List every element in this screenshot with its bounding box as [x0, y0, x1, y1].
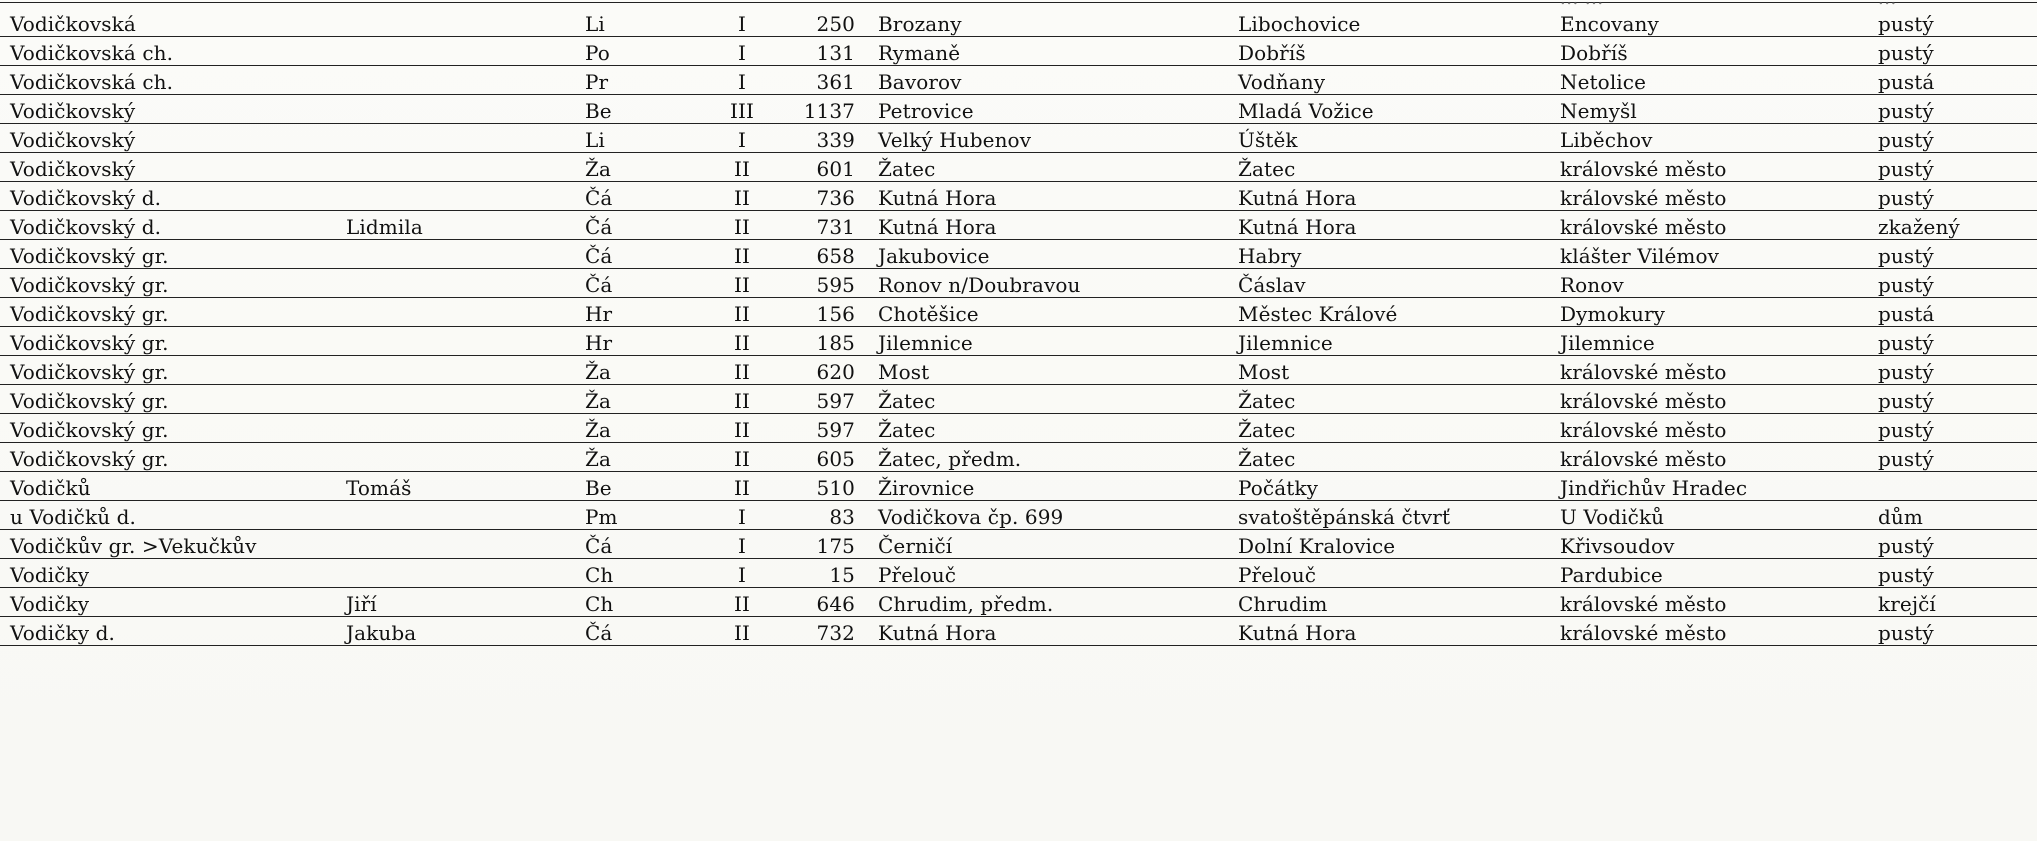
cell-number: 601 — [816, 157, 855, 181]
row-rule — [0, 645, 2037, 646]
cell-owner: královské město — [1560, 621, 1727, 645]
cell-name: Vodičkovský d. — [10, 186, 162, 210]
cell-place: Kutná Hora — [878, 621, 997, 645]
cell-owner: královské město — [1560, 592, 1727, 616]
cell-roman-number: I — [737, 70, 746, 94]
cell-given-name — [346, 418, 566, 444]
cell-roman-number: II — [733, 360, 750, 384]
cell-given-name — [346, 41, 566, 67]
cell-number: 595 — [816, 273, 855, 297]
cell-roman-number: II — [733, 302, 750, 326]
cell-number: 620 — [816, 360, 855, 384]
cell-given-name — [346, 157, 566, 183]
cell-number: 658 — [816, 244, 855, 268]
cell-roman-number: I — [737, 563, 746, 587]
table-row — [0, 153, 2037, 182]
cell-roman-number: II — [733, 186, 750, 210]
cell-owner: královské město — [1560, 186, 1727, 210]
table-row — [0, 617, 2037, 646]
table-row — [0, 66, 2037, 95]
cell-name: Vodičkovský gr. — [10, 389, 169, 413]
table-row — [0, 298, 2037, 327]
cell-given-name — [346, 244, 566, 270]
cell-district: svatoštěpánská čtvrť — [1238, 505, 1451, 529]
cell-region: Be — [585, 476, 612, 500]
cell-owner: královské město — [1560, 360, 1727, 384]
cell-place: Žirovnice — [878, 476, 975, 500]
table-row — [0, 182, 2037, 211]
cell-roman-number: II — [733, 331, 750, 355]
cell-name: Vodičkovský gr. — [10, 302, 169, 326]
cell-given-name — [346, 99, 566, 125]
cell-number: 597 — [816, 418, 855, 442]
cell-name: Vodičkovský gr. — [10, 418, 169, 442]
cell-status: pustý — [1878, 99, 1934, 123]
cell-given-name: Jiří — [346, 592, 377, 616]
cell-owner: Netolice — [1560, 70, 1647, 94]
cell-region: Ch — [585, 592, 614, 616]
cell-place: Přelouč — [878, 563, 957, 587]
cell-status: pustý — [1878, 389, 1934, 413]
cell-name: Vodičkův gr. >Vekučkův — [10, 534, 257, 558]
cell-region: Pr — [585, 70, 609, 94]
cell-name: Vodičkovská — [10, 12, 136, 36]
cell-name: u Vodičků d. — [10, 505, 137, 529]
cell-number: 250 — [816, 12, 855, 36]
cell-region: Ch — [585, 563, 614, 587]
cell-owner: Jilemnice — [1560, 331, 1655, 355]
table-row — [0, 443, 2037, 472]
cell-roman-number: II — [733, 447, 750, 471]
cell-given-name: Lidmila — [346, 215, 423, 239]
cell-district: Kutná Hora — [1238, 186, 1357, 210]
cell-region: Hr — [585, 302, 613, 326]
cell-place: Chrudim, předm. — [878, 592, 1054, 616]
cell-roman-number: II — [733, 389, 750, 413]
cell-place: Ronov n/Doubravou — [878, 273, 1081, 297]
cell-status: pustý — [1878, 621, 1934, 645]
cell-owner: Encovany — [1560, 12, 1659, 36]
cell-name: Vodičkovský d. — [10, 215, 162, 239]
cell-district: Most — [1238, 360, 1290, 384]
cell-roman-number: I — [737, 505, 746, 529]
cell-given-name — [346, 186, 566, 212]
cell-given-name: Jakuba — [346, 621, 417, 645]
cell-region: Ža — [585, 447, 612, 471]
cell-given-name — [346, 534, 566, 560]
cell-region: Čá — [585, 273, 613, 297]
cell-owner: královské město — [1560, 447, 1727, 471]
table-row — [0, 385, 2037, 414]
cell-status: pustá — [1878, 302, 1935, 326]
cell-place: Jilemnice — [878, 331, 973, 355]
cell-status: pustá — [1878, 70, 1935, 94]
cell-number: 83 — [829, 505, 855, 529]
cell-roman-number: II — [733, 621, 750, 645]
table-row — [0, 559, 2037, 588]
cell-given-name — [346, 563, 566, 589]
cell-number: 1137 — [803, 99, 855, 123]
cell-roman-number: I — [737, 12, 746, 36]
cell-place: Černičí — [878, 534, 953, 558]
cell-status — [1878, 476, 2028, 502]
cell-place: Velký Hubenov — [878, 128, 1032, 152]
cell-given-name — [346, 331, 566, 357]
top-rule — [0, 2, 2037, 3]
table-row — [0, 240, 2037, 269]
cell-region: Ža — [585, 360, 612, 384]
cell-region: Čá — [585, 621, 613, 645]
cell-place: Žatec — [878, 389, 936, 413]
cell-district: Přelouč — [1238, 563, 1317, 587]
cell-number: 156 — [816, 302, 855, 326]
cell-roman-number: II — [733, 476, 750, 500]
cell-name: Vodičkovský gr. — [10, 273, 169, 297]
cell-status: pustý — [1878, 447, 1934, 471]
cell-place: Chotěšice — [878, 302, 979, 326]
cell-region: Ža — [585, 157, 612, 181]
cell-status: pustý — [1878, 186, 1934, 210]
cell-place: Bavorov — [878, 70, 962, 94]
cell-name: Vodičkovský gr. — [10, 447, 169, 471]
table-row — [0, 501, 2037, 530]
cell-region: Ža — [585, 418, 612, 442]
cell-owner: U Vodičků — [1560, 505, 1665, 529]
cell-region: Pm — [585, 505, 618, 529]
cell-name: Vodičkovský gr. — [10, 360, 169, 384]
cell-given-name — [346, 447, 566, 473]
cell-region: Li — [585, 128, 605, 152]
cell-owner: Křivsoudov — [1560, 534, 1675, 558]
cell-region: Ža — [585, 389, 612, 413]
cell-number: 605 — [816, 447, 855, 471]
cell-name: Vodičkovský — [10, 99, 136, 123]
cell-roman-number: II — [733, 157, 750, 181]
cell-district: Počátky — [1238, 476, 1318, 500]
cell-name: Vodičky d. — [10, 621, 115, 645]
cell-place: Most — [878, 360, 930, 384]
table-row — [0, 95, 2037, 124]
cell-status: pustý — [1878, 244, 1934, 268]
cell-name: Vodičkovský — [10, 128, 136, 152]
table-row — [0, 8, 2037, 37]
cell-roman-number: III — [729, 99, 754, 123]
cell-region: Be — [585, 99, 612, 123]
cell-status: pustý — [1878, 128, 1934, 152]
cell-name: Vodičkovský — [10, 157, 136, 181]
cell-district: Libochovice — [1238, 12, 1361, 36]
cell-name: Vodičkovský gr. — [10, 331, 169, 355]
cell-given-name — [346, 128, 566, 154]
cell-number: 510 — [816, 476, 855, 500]
cell-place: Rymaně — [878, 41, 961, 65]
cell-number: 646 — [816, 592, 855, 616]
cell-district: Městec Králové — [1238, 302, 1398, 326]
cell-number: 15 — [829, 563, 855, 587]
cell-owner: Jindřichův Hradec — [1560, 476, 1748, 500]
cell-given-name — [346, 302, 566, 328]
cell-roman-number: II — [733, 215, 750, 239]
cell-status: zkažený — [1878, 215, 1960, 239]
table-row — [0, 356, 2037, 385]
cell-region: Li — [585, 12, 605, 36]
cell-roman-number: II — [733, 418, 750, 442]
table-row — [0, 37, 2037, 66]
cell-region: Po — [585, 41, 610, 65]
cell-region: Hr — [585, 331, 613, 355]
cell-roman-number: I — [737, 41, 746, 65]
cell-owner: Dymokury — [1560, 302, 1665, 326]
cell-roman-number: I — [737, 534, 746, 558]
cell-place: Žatec — [878, 157, 936, 181]
cell-status: pustý — [1878, 157, 1934, 181]
cell-district: Dolní Kralovice — [1238, 534, 1396, 558]
cell-owner: Ronov — [1560, 273, 1624, 297]
table-row — [0, 530, 2037, 559]
cell-status: pustý — [1878, 12, 1934, 36]
cell-region: Čá — [585, 534, 613, 558]
cell-owner: královské město — [1560, 157, 1727, 181]
cell-place: Žatec, předm. — [878, 447, 1022, 471]
cell-district: Kutná Hora — [1238, 621, 1357, 645]
cell-district: Čáslav — [1238, 273, 1306, 297]
cell-status: pustý — [1878, 360, 1934, 384]
cell-status: pustý — [1878, 534, 1934, 558]
cell-owner: klášter Vilémov — [1560, 244, 1720, 268]
table-row — [0, 588, 2037, 617]
cell-district: Chrudim — [1238, 592, 1328, 616]
cell-given-name — [346, 273, 566, 299]
cell-owner: Liběchov — [1560, 128, 1653, 152]
cell-district: Vodňany — [1238, 70, 1326, 94]
cell-owner: Pardubice — [1560, 563, 1663, 587]
cell-name: Vodičkovský gr. — [10, 244, 169, 268]
table-row — [0, 124, 2037, 153]
cell-roman-number: II — [733, 273, 750, 297]
table-row — [0, 211, 2037, 240]
cell-district: Žatec — [1238, 447, 1296, 471]
cell-region: Čá — [585, 215, 613, 239]
cell-owner: královské město — [1560, 418, 1727, 442]
cell-status: pustý — [1878, 331, 1934, 355]
cell-place: Žatec — [878, 418, 936, 442]
table-row — [0, 414, 2037, 443]
cell-place: Kutná Hora — [878, 186, 997, 210]
cell-name: Vodičky — [10, 563, 90, 587]
cell-status: krejčí — [1878, 592, 1936, 616]
cell-status: pustý — [1878, 563, 1934, 587]
cell-roman-number: I — [737, 128, 746, 152]
cell-status: pustý — [1878, 418, 1934, 442]
cell-place: Kutná Hora — [878, 215, 997, 239]
cell-owner: Nemyšl — [1560, 99, 1637, 123]
cell-region: Čá — [585, 244, 613, 268]
cell-given-name: Tomáš — [346, 476, 412, 500]
cell-status: pustý — [1878, 41, 1934, 65]
cell-roman-number: II — [733, 244, 750, 268]
cell-place: Vodičkova čp. 699 — [878, 505, 1064, 529]
cell-number: 175 — [816, 534, 855, 558]
cell-number: 131 — [816, 41, 855, 65]
cell-district: Úštěk — [1238, 128, 1298, 152]
cell-district: Kutná Hora — [1238, 215, 1357, 239]
cell-district: Habry — [1238, 244, 1302, 268]
cell-name: Vodičkovská ch. — [10, 70, 174, 94]
cell-place: Brozany — [878, 12, 962, 36]
cell-status: dům — [1878, 505, 1923, 529]
cell-number: 339 — [816, 128, 855, 152]
cell-given-name — [346, 505, 566, 531]
cell-number: 736 — [816, 186, 855, 210]
cell-given-name — [346, 389, 566, 415]
cell-district: Žatec — [1238, 157, 1296, 181]
cell-place: Jakubovice — [878, 244, 990, 268]
cell-name: Vodičky — [10, 592, 90, 616]
cell-number: 732 — [816, 621, 855, 645]
cell-given-name — [346, 70, 566, 96]
cell-district: Mladá Vožice — [1238, 99, 1374, 123]
cell-status: pustý — [1878, 273, 1934, 297]
table-row — [0, 472, 2037, 501]
cell-district: Jilemnice — [1238, 331, 1333, 355]
cell-given-name — [346, 360, 566, 386]
cell-number: 361 — [816, 70, 855, 94]
cell-number: 731 — [816, 215, 855, 239]
cell-roman-number: II — [733, 592, 750, 616]
cell-name: Vodičkovská ch. — [10, 41, 174, 65]
cell-name: Vodičků — [10, 476, 91, 500]
cell-district: Žatec — [1238, 389, 1296, 413]
cell-number: 185 — [816, 331, 855, 355]
cell-given-name — [346, 12, 566, 38]
cell-owner: Dobříš — [1560, 41, 1628, 65]
cell-district: Žatec — [1238, 418, 1296, 442]
cell-district: Dobříš — [1238, 41, 1306, 65]
cell-owner: královské město — [1560, 215, 1727, 239]
cell-number: 597 — [816, 389, 855, 413]
cell-owner: královské město — [1560, 389, 1727, 413]
table-row — [0, 327, 2037, 356]
table-row — [0, 269, 2037, 298]
cell-region: Čá — [585, 186, 613, 210]
cell-place: Petrovice — [878, 99, 974, 123]
